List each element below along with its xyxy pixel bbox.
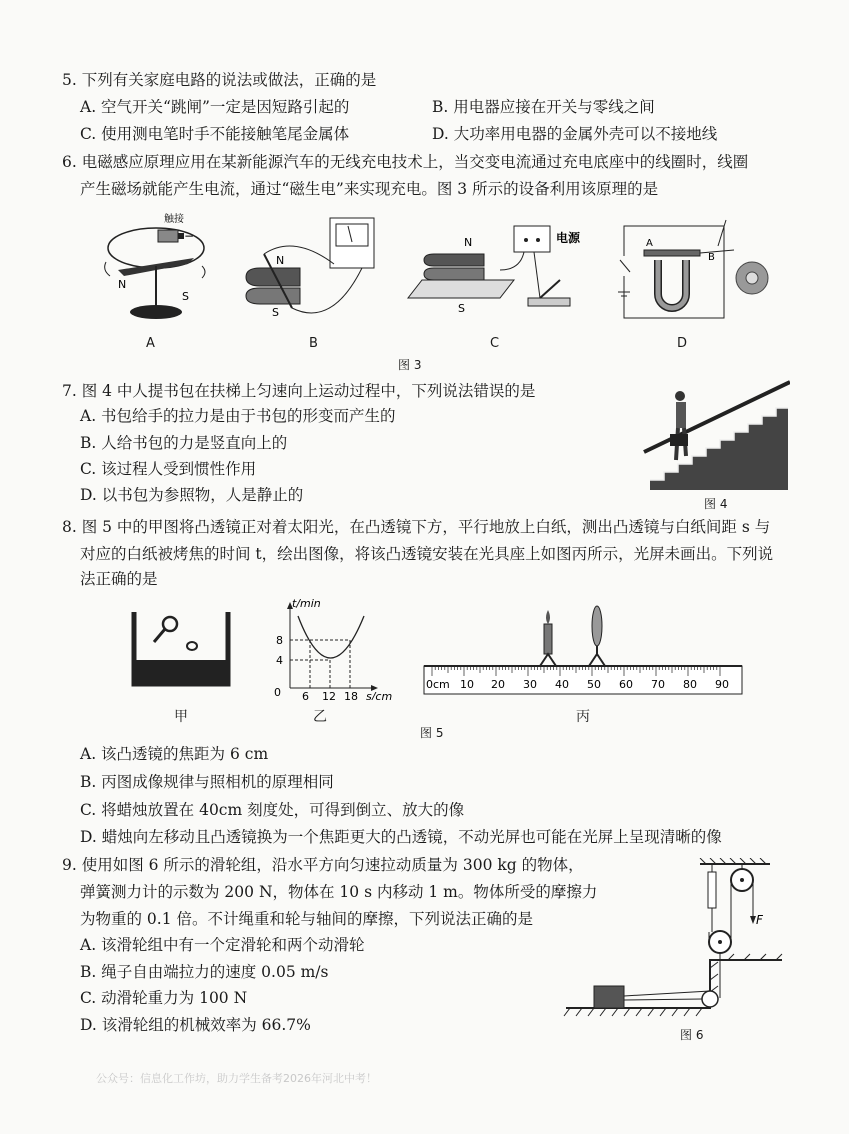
fig3-label-d: D [677,336,688,351]
svg-text:20: 20 [491,678,505,691]
fig3-d-diagram [614,216,776,326]
fig5-jia-diagram [130,608,232,688]
q9-stem-line1: 9. 使用如图 6 所示的滑轮组，沿水平方向匀速拉动质量为 300 kg 的物体， [62,856,584,874]
q9-stem-line2: 弹簧测力计的示数为 200 N，物体在 10 s 内移动 1 m。物体所受的摩擦力 [80,883,598,901]
svg-text:10: 10 [460,678,474,691]
svg-text:电源: 电源 [556,231,581,245]
q7-option-a: A. 书包给手的拉力是由于书包的形变而产生的 [80,407,396,425]
fig3-c-diagram [404,214,604,324]
svg-text:t/min: t/min [292,597,321,610]
svg-text:6: 6 [302,690,309,700]
fig3-label-a: A [146,336,155,351]
q5-option-c: C. 使用测电笔时手不能接触笔尾金属体 [80,125,350,143]
fig3-a-text: 触接 [164,214,184,225]
svg-text:A: A [646,238,653,249]
q7-option-b: B. 人给书包的力是竖直向上的 [80,434,288,452]
fig3-label-b: B [309,336,318,351]
q7-stem: 7. 图 4 中人提书包在扶梯上匀速向上运动过程中，下列说法错误的是 [62,382,536,400]
q5-stem: 5. 下列有关家庭电路的说法或做法，正确的是 [62,71,377,89]
footer-watermark: 公众号：信息化工作坊，助力学生备考2026年河北中考！ [96,1072,377,1085]
svg-text:60: 60 [619,678,633,691]
svg-text:N: N [276,254,285,267]
fig4-escalator-diagram [640,380,790,492]
q5-option-d: D. 大功率用电器的金属外壳可以不接地线 [432,125,718,143]
q8-stem-line3: 法正确的是 [80,570,158,588]
svg-text:s/cm: s/cm [366,690,393,700]
svg-text:0cm: 0cm [426,678,450,691]
q6-stem-line1: 6. 电磁感应原理应用在某新能源汽车的无线充电技术上，当交变电流通过充电底座中的线圈时，线圈 [62,153,749,171]
q8-option-d: D. 蜡烛向左移动且凸透镜换为一个焦距更大的凸透镜，不动光屏也可能在光屏上呈现清晰的像 [80,828,722,846]
fig3-a-diagram [98,208,218,326]
svg-text:B: B [708,252,715,263]
q5-option-b: B. 用电器应接在开关与零线之间 [432,98,655,116]
fig4-caption: 图 4 [704,497,728,511]
svg-text:70: 70 [651,678,665,691]
svg-text:0: 0 [274,686,281,699]
svg-text:18: 18 [344,690,358,700]
q7-option-c: C. 该过程人受到惯性作用 [80,460,257,478]
fig5-label-jia: 甲 [174,709,188,725]
fig5-label-yi: 乙 [313,709,327,725]
svg-text:N: N [118,278,127,291]
q9-option-b: B. 绳子自由端拉力的速度 0.05 m/s [80,963,329,981]
svg-text:F: F [756,913,763,927]
svg-text:S: S [272,306,279,319]
q7-option-d: D. 以书包为参照物，人是静止的 [80,486,304,504]
q9-option-a: A. 该滑轮组中有一个定滑轮和两个动滑轮 [80,936,365,954]
svg-text:−: − [184,229,195,243]
svg-text:30: 30 [523,678,537,691]
fig3-label-c: C [490,336,500,351]
fig5-yi-graph [268,596,394,700]
q8-option-c: C. 将蜡烛放置在 40cm 刻度处，可得到倒立、放大的像 [80,801,465,819]
svg-text:50: 50 [587,678,601,691]
q8-stem-line1: 8. 图 5 中的甲图将凸透镜正对着太阳光，在凸透镜下方，平行地放上白纸，测出凸透镜与白纸间距 s 与 [62,518,771,536]
q8-option-b: B. 丙图成像规律与照相机的原理相同 [80,773,334,791]
svg-text:S: S [182,290,189,303]
fig6-pulley-diagram [560,858,786,1026]
svg-text:N: N [464,236,473,249]
fig5-caption: 图 5 [420,726,444,740]
q5-option-a: A. 空气开关“跳闸”一定是因短路引起的 [80,98,350,116]
q8-option-a: A. 该凸透镜的焦距为 6 cm [80,745,269,763]
svg-text:8: 8 [276,634,283,647]
q8-stem-line2: 对应的白纸被烤焦的时间 t，绘出图像，将该凸透镜安装在光具座上如图丙所示，光屏未画出。下列说 [80,545,774,563]
svg-text:S: S [458,302,465,315]
q9-option-c: C. 动滑轮重力为 100 N [80,989,248,1007]
fig5-label-bing: 丙 [576,709,590,725]
svg-text:80: 80 [683,678,697,691]
fig6-caption: 图 6 [680,1028,704,1042]
q6-stem-line2: 产生磁场就能产生电流，通过“磁生电”来实现充电。图 3 所示的设备利用该原理的是 [80,180,659,198]
svg-text:4: 4 [276,654,283,667]
fig3-caption: 图 3 [398,358,422,372]
q9-option-d: D. 该滑轮组的机械效率为 66.7% [80,1016,311,1034]
svg-text:40: 40 [555,678,569,691]
fig5-bing-diagram [420,604,746,700]
svg-text:90: 90 [715,678,729,691]
q9-stem-line3: 为物重的 0.1 倍。不计绳重和轮与轴间的摩擦，下列说法正确的是 [80,910,534,928]
svg-text:12: 12 [322,690,336,700]
fig3-b-diagram [240,212,390,324]
